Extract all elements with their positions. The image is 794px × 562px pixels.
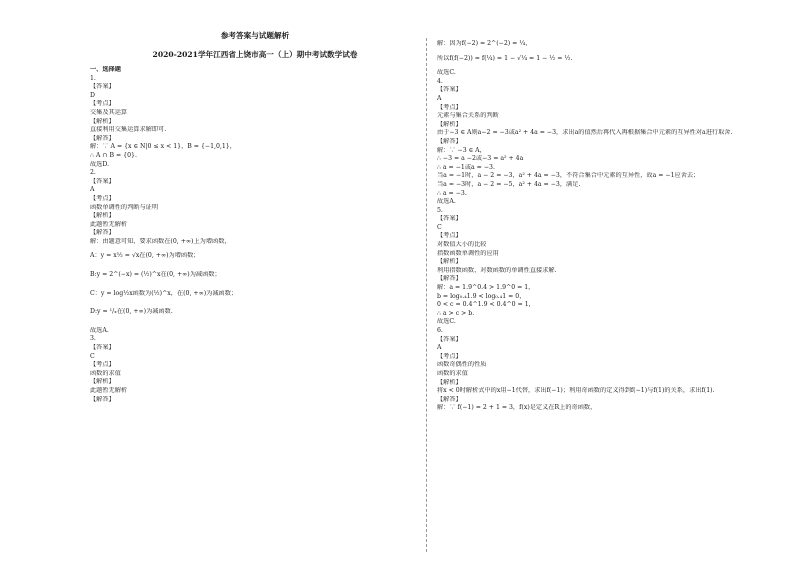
text-line: 【解析】 bbox=[437, 258, 462, 266]
text-line: 4. bbox=[437, 77, 443, 85]
text-line: 解：a = 1.9^0.4 > 1.9^0 = 1， bbox=[437, 284, 535, 292]
text-line: C bbox=[437, 223, 442, 231]
document-subtitle: 2020-2021学年江西省上饶市高一（上）期中考试数学试卷 bbox=[152, 50, 358, 59]
text-line: 此题暂无解析 bbox=[90, 387, 128, 394]
text-line: ∴ a = −3. bbox=[437, 189, 467, 197]
text-line: 解：由题意可知，要求函数在(0, +∞)上为增函数， bbox=[90, 237, 231, 245]
text-line: ∴ A ∩ B = {0}. bbox=[90, 151, 137, 159]
column-divider bbox=[426, 38, 427, 552]
text-line: ∴ a > c > b. bbox=[437, 309, 475, 317]
text-line: 【考点】 bbox=[437, 352, 462, 360]
text-line: 【解析】 bbox=[90, 117, 115, 125]
text-line: 0 < c = 0.4^1.9 < 0.4^0 = 1， bbox=[437, 301, 535, 309]
text-line: 故选A. bbox=[437, 198, 456, 206]
text-line: C：y = log½x函数为(½)^x，在(0, +∞)为减函数； bbox=[90, 289, 238, 297]
text-line bbox=[437, 413, 767, 422]
text-line: 【解析】 bbox=[437, 120, 462, 128]
text-line: 函数的求值 bbox=[90, 369, 121, 377]
text-line: 由于−3 ∈ A则a−2 = −3或a² + 4a = −3，求出a的值然后再代入再根据集合中元素的互异性对a进行取舍. bbox=[437, 129, 733, 137]
text-line: A bbox=[437, 94, 442, 102]
text-line: 对数值大小的比较 bbox=[437, 241, 487, 249]
text-line: 【考点】 bbox=[437, 103, 462, 111]
text-line: 交集及其运算 bbox=[90, 108, 128, 116]
text-line: 解：∵ −3 ∈ A， bbox=[437, 146, 486, 154]
text-line: 此题暂无解析 bbox=[90, 220, 128, 228]
text-line: 故选C. bbox=[437, 69, 456, 77]
text-line: 将x < 0时解析式中的x用−1代替，求出f(−1)；利用奇函数的定义得到f(−1)与f(1)的关系，求出f(1). bbox=[437, 387, 715, 395]
text-line: 【答案】 bbox=[90, 177, 115, 185]
text-line: 【解答】 bbox=[437, 275, 462, 283]
text-line: 【考点】 bbox=[90, 361, 115, 369]
text-line: 解：∵ A = {x ∈ N|0 ≤ x < 1}，B = {−1,0,1}， bbox=[90, 143, 236, 151]
text-line: 【解答】 bbox=[90, 134, 115, 142]
text-line: 解：∵ f(−1) = 2 + 1 = 3，f(x)是定义在R上的奇函数， bbox=[437, 404, 597, 412]
text-line: B:y = 2^(−x) = (½)^x在(0, +∞)为减函数； bbox=[90, 271, 221, 279]
text-line: A bbox=[437, 344, 442, 352]
text-line: 解：因为f(−2) = 2^(−2) = ¼， bbox=[437, 40, 532, 47]
text-line: 2. bbox=[90, 169, 96, 177]
text-line: 【答案】 bbox=[437, 335, 462, 343]
text-line: 【答案】 bbox=[437, 215, 462, 223]
text-line: 函数的求值 bbox=[437, 369, 468, 377]
text-line: 当a = −1时，a − 2 = −3，a² + 4a = −3，不符合集合中元素的互异性，故a = −1应舍去； bbox=[437, 172, 700, 180]
text-line: 【解答】 bbox=[90, 395, 115, 403]
text-line bbox=[437, 422, 767, 431]
text-line: 1. bbox=[90, 74, 96, 82]
text-line: 函数单调性的判断与证明 bbox=[90, 203, 159, 211]
text-line: 故选D. bbox=[90, 160, 110, 168]
text-line: D:y = ¹/ₓ在(0, +∞)为减函数. bbox=[90, 308, 173, 316]
document-title: 参考答案与试题解析 bbox=[220, 31, 290, 40]
text-line: 【考点】 bbox=[437, 232, 462, 240]
text-line: 【解答】 bbox=[437, 137, 462, 145]
text-line: 故选C. bbox=[437, 318, 456, 326]
text-line: ∴ a = −1或a = −3. bbox=[437, 163, 495, 171]
text-line: b = log₀.₄1.9 < log₀.₄1 = 0， bbox=[437, 292, 526, 300]
text-line: C bbox=[90, 352, 95, 360]
text-line: 3. bbox=[90, 335, 96, 343]
text-line: D bbox=[90, 91, 95, 99]
text-line: 【答案】 bbox=[90, 83, 115, 91]
text-line: 5. bbox=[437, 206, 443, 214]
text-line: 利用指数函数、对数函数的单调性直接求解. bbox=[437, 266, 557, 274]
text-line: 【解答】 bbox=[437, 395, 462, 403]
text-line: 故选A. bbox=[90, 326, 109, 334]
text-line: 【考点】 bbox=[90, 194, 115, 202]
text-line: 所以f(f(−2)) = f(¼) = 1 − √¼ = 1 − ½ = ½. bbox=[437, 54, 573, 62]
right-column bbox=[437, 40, 767, 430]
text-line: 【解析】 bbox=[437, 378, 462, 386]
text-line: 【解析】 bbox=[90, 212, 115, 220]
text-line: 函数奇偶性的性质 bbox=[437, 361, 487, 369]
text-line: 【答案】 bbox=[437, 86, 462, 94]
text-line: 【答案】 bbox=[90, 344, 115, 352]
text-line: ∴ −3 = a −2或−3 = a² + 4a bbox=[437, 155, 524, 163]
text-line: 【解析】 bbox=[90, 378, 115, 386]
text-line: 元素与集合关系的判断 bbox=[437, 112, 499, 120]
text-line: A：y = x½ = √x在(0, +∞)为增函数； bbox=[90, 252, 200, 260]
section-heading: 一、选择题 bbox=[90, 66, 121, 73]
left-column bbox=[90, 30, 420, 404]
text-line: 当a = −3时，a − 2 = −5，a² + 4a = −3，满足. bbox=[437, 180, 581, 188]
text-line: A bbox=[90, 186, 95, 194]
text-line: 【考点】 bbox=[90, 100, 115, 108]
text-line: 直接利用交集运算求解即可. bbox=[90, 126, 167, 134]
text-line: 【解答】 bbox=[90, 229, 115, 237]
text-line: 6. bbox=[437, 327, 443, 334]
text-line: 指数函数单调性的应用 bbox=[437, 249, 499, 257]
